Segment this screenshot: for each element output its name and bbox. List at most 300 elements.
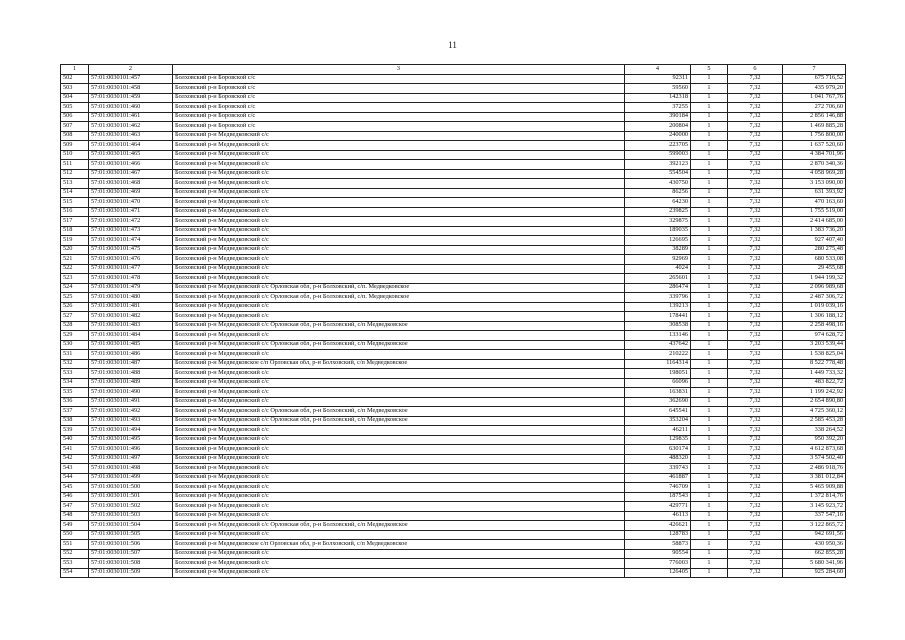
cadastral-number-cell: 57:01:0030101:495 — [89, 435, 173, 445]
area-cell: 1164314 — [625, 359, 691, 369]
rate-cell: 7,32 — [728, 74, 783, 84]
count-cell: 1 — [691, 359, 728, 369]
cadastral-value-cell: 2 654 890,80 — [783, 397, 846, 407]
cadastral-value-cell: 4 058 969,28 — [783, 169, 846, 179]
location-cell: Болховский р-н Медведковский с/с Орловская обл, р-н Болховский, с/п Медведковское — [173, 340, 625, 350]
cadastral-number-cell: 57:01:0030101:472 — [89, 217, 173, 227]
rate-cell: 7,32 — [728, 549, 783, 559]
area-cell: 139213 — [625, 302, 691, 312]
table-row — [61, 198, 846, 208]
row-number-cell: 552 — [61, 549, 89, 559]
location-cell: Болховский р-н Медведковский с/с — [173, 312, 625, 322]
rate-cell: 7,32 — [728, 416, 783, 426]
rate-cell: 7,32 — [728, 397, 783, 407]
area-cell: 66096 — [625, 378, 691, 388]
area-cell: 339796 — [625, 293, 691, 303]
count-cell: 1 — [691, 540, 728, 550]
row-number-cell: 538 — [61, 416, 89, 426]
row-number-cell: 534 — [61, 378, 89, 388]
cadastral-number-cell: 57:01:0030101:475 — [89, 245, 173, 255]
cadastral-number-cell: 57:01:0030101:485 — [89, 340, 173, 350]
location-cell: Болховский р-н Медведковский с/с — [173, 169, 625, 179]
count-cell: 1 — [691, 559, 728, 569]
cadastral-value-cell: 1 306 188,12 — [783, 312, 846, 322]
cadastral-value-cell: 337 547,16 — [783, 511, 846, 521]
column-header-4: 4 — [625, 65, 691, 75]
count-cell: 1 — [691, 426, 728, 436]
row-number-cell: 554 — [61, 568, 89, 578]
cadastral-number-cell: 57:01:0030101:471 — [89, 207, 173, 217]
row-number-cell: 502 — [61, 74, 89, 84]
rate-cell: 7,32 — [728, 160, 783, 170]
cadastral-number-cell: 57:01:0030101:497 — [89, 454, 173, 464]
count-cell: 1 — [691, 483, 728, 493]
area-cell: 240000 — [625, 131, 691, 141]
rate-cell: 7,32 — [728, 236, 783, 246]
cadastral-number-cell: 57:01:0030101:488 — [89, 369, 173, 379]
table-row — [61, 331, 846, 341]
cadastral-number-cell: 57:01:0030101:491 — [89, 397, 173, 407]
table-row — [61, 511, 846, 521]
row-number-cell: 511 — [61, 160, 89, 170]
cadastral-value-cell: 1 199 242,92 — [783, 388, 846, 398]
cadastral-value-cell: 1 449 733,32 — [783, 369, 846, 379]
rate-cell: 7,32 — [728, 378, 783, 388]
cadastral-value-cell: 2 486 918,76 — [783, 464, 846, 474]
row-number-cell: 548 — [61, 511, 89, 521]
cadastral-number-cell: 57:01:0030101:466 — [89, 160, 173, 170]
location-cell: Болховский р-н Боровской с/с — [173, 84, 625, 94]
count-cell: 1 — [691, 445, 728, 455]
row-number-cell: 539 — [61, 426, 89, 436]
location-cell: Болховский р-н Медведковский с/с — [173, 331, 625, 341]
rate-cell: 7,32 — [728, 350, 783, 360]
cadastral-value-cell: 280 275,48 — [783, 245, 846, 255]
table-row — [61, 483, 846, 493]
row-number-cell: 523 — [61, 274, 89, 284]
rate-cell: 7,32 — [728, 568, 783, 578]
count-cell: 1 — [691, 217, 728, 227]
row-number-cell: 533 — [61, 369, 89, 379]
cadastral-number-cell: 57:01:0030101:487 — [89, 359, 173, 369]
cadastral-value-cell: 338 264,52 — [783, 426, 846, 436]
count-cell: 1 — [691, 112, 728, 122]
cadastral-number-cell: 57:01:0030101:508 — [89, 559, 173, 569]
location-cell: Болховский р-н Медведковский с/с — [173, 568, 625, 578]
table-row — [61, 236, 846, 246]
count-cell: 1 — [691, 283, 728, 293]
location-cell: Болховский р-н Медведковский с/с — [173, 559, 625, 569]
count-cell: 1 — [691, 122, 728, 132]
location-cell: Болховский р-н Боровской с/с — [173, 74, 625, 84]
row-number-cell: 503 — [61, 84, 89, 94]
cadastral-number-cell: 57:01:0030101:507 — [89, 549, 173, 559]
area-cell: 189035 — [625, 226, 691, 236]
cadastral-value-cell: 680 533,08 — [783, 255, 846, 265]
table-row — [61, 445, 846, 455]
row-number-cell: 543 — [61, 464, 89, 474]
table-row — [61, 255, 846, 265]
row-number-cell: 514 — [61, 188, 89, 198]
row-number-cell: 526 — [61, 302, 89, 312]
count-cell: 1 — [691, 150, 728, 160]
count-cell: 1 — [691, 245, 728, 255]
area-cell: 90554 — [625, 549, 691, 559]
row-number-cell: 517 — [61, 217, 89, 227]
row-number-cell: 508 — [61, 131, 89, 141]
count-cell: 1 — [691, 226, 728, 236]
rate-cell: 7,32 — [728, 131, 783, 141]
cadastral-number-cell: 57:01:0030101:478 — [89, 274, 173, 284]
location-cell: Болховский р-н Медведковский с/с Орловская обл, р-н Болховский, с/п Медведковское — [173, 416, 625, 426]
cadastral-number-cell: 57:01:0030101:470 — [89, 198, 173, 208]
location-cell: Болховский р-н Медведковский с/с — [173, 530, 625, 540]
row-number-cell: 540 — [61, 435, 89, 445]
cadastral-number-cell: 57:01:0030101:501 — [89, 492, 173, 502]
area-cell: 461887 — [625, 473, 691, 483]
cadastral-number-cell: 57:01:0030101:473 — [89, 226, 173, 236]
cadastral-number-cell: 57:01:0030101:468 — [89, 179, 173, 189]
rate-cell: 7,32 — [728, 407, 783, 417]
table-row — [61, 103, 846, 113]
location-cell: Болховский р-н Медведковский с/с — [173, 435, 625, 445]
location-cell: Болховский р-н Медведковский с/с — [173, 464, 625, 474]
area-cell: 630174 — [625, 445, 691, 455]
location-cell: Болховский р-н Медведковский с/с — [173, 378, 625, 388]
table-header-row — [61, 65, 846, 75]
count-cell: 1 — [691, 521, 728, 531]
table-row — [61, 426, 846, 436]
table-row — [61, 321, 846, 331]
area-cell: 187543 — [625, 492, 691, 502]
location-cell: Болховский р-н Медведковский с/с — [173, 179, 625, 189]
rate-cell: 7,32 — [728, 217, 783, 227]
location-cell: Болховский р-н Медведковский с/с — [173, 217, 625, 227]
rate-cell: 7,32 — [728, 530, 783, 540]
table-row — [61, 293, 846, 303]
rate-cell: 7,32 — [728, 388, 783, 398]
location-cell: Болховский р-н Боровской с/с — [173, 112, 625, 122]
row-number-cell: 510 — [61, 150, 89, 160]
rate-cell: 7,32 — [728, 445, 783, 455]
cadastral-value-cell: 2 487 306,72 — [783, 293, 846, 303]
cadastral-value-cell: 8 522 778,48 — [783, 359, 846, 369]
row-number-cell: 535 — [61, 388, 89, 398]
area-cell: 645541 — [625, 407, 691, 417]
location-cell: Болховский р-н Медведковский с/с Орловская обл, р-н Болховский, с/п Медведковское — [173, 521, 625, 531]
table-row — [61, 207, 846, 217]
location-cell: Болховский р-н Медведковский с/с — [173, 141, 625, 151]
cadastral-value-cell: 927 407,40 — [783, 236, 846, 246]
column-header-2: 2 — [89, 65, 173, 75]
count-cell: 1 — [691, 131, 728, 141]
count-cell: 1 — [691, 236, 728, 246]
count-cell: 1 — [691, 274, 728, 284]
cadastral-value-cell: 4 384 701,96 — [783, 150, 846, 160]
row-number-cell: 520 — [61, 245, 89, 255]
rate-cell: 7,32 — [728, 511, 783, 521]
rate-cell: 7,32 — [728, 464, 783, 474]
rate-cell: 7,32 — [728, 264, 783, 274]
area-cell: 437642 — [625, 340, 691, 350]
cadastral-number-cell: 57:01:0030101:458 — [89, 84, 173, 94]
row-number-cell: 530 — [61, 340, 89, 350]
rate-cell: 7,32 — [728, 207, 783, 217]
table-row — [61, 340, 846, 350]
location-cell: Болховский р-н Медведковский с/с — [173, 350, 625, 360]
area-cell: 37255 — [625, 103, 691, 113]
count-cell: 1 — [691, 179, 728, 189]
cadastral-number-cell: 57:01:0030101:503 — [89, 511, 173, 521]
cadastral-value-cell: 1 469 885,28 — [783, 122, 846, 132]
cadastral-number-cell: 57:01:0030101:502 — [89, 502, 173, 512]
area-cell: 86256 — [625, 188, 691, 198]
rate-cell: 7,32 — [728, 283, 783, 293]
area-cell: 746709 — [625, 483, 691, 493]
location-cell: Болховский р-н Медведковский с/с — [173, 226, 625, 236]
table-row — [61, 521, 846, 531]
location-cell: Болховский р-н Медведковский с/с — [173, 274, 625, 284]
rate-cell: 7,32 — [728, 302, 783, 312]
location-cell: Болховский р-н Медведковский с/с — [173, 302, 625, 312]
count-cell: 1 — [691, 568, 728, 578]
cadastral-value-cell: 2 856 146,88 — [783, 112, 846, 122]
rate-cell: 7,32 — [728, 84, 783, 94]
table-row — [61, 464, 846, 474]
rate-cell: 7,32 — [728, 293, 783, 303]
cadastral-value-cell: 675 716,52 — [783, 74, 846, 84]
row-number-cell: 512 — [61, 169, 89, 179]
cadastral-value-cell: 1 944 199,32 — [783, 274, 846, 284]
rate-cell: 7,32 — [728, 492, 783, 502]
cadastral-value-cell: 2 585 453,28 — [783, 416, 846, 426]
count-cell: 1 — [691, 207, 728, 217]
area-cell: 329875 — [625, 217, 691, 227]
location-cell: Болховский р-н Медведковский с/с — [173, 388, 625, 398]
cadastral-number-cell: 57:01:0030101:463 — [89, 131, 173, 141]
count-cell: 1 — [691, 141, 728, 151]
row-number-cell: 529 — [61, 331, 89, 341]
table-row — [61, 226, 846, 236]
rate-cell: 7,32 — [728, 340, 783, 350]
area-cell: 430750 — [625, 179, 691, 189]
cadastral-value-cell: 3 574 502,40 — [783, 454, 846, 464]
rate-cell: 7,32 — [728, 122, 783, 132]
rate-cell: 7,32 — [728, 369, 783, 379]
count-cell: 1 — [691, 340, 728, 350]
location-cell: Болховский р-н Медведковский с/с — [173, 236, 625, 246]
area-cell: 390184 — [625, 112, 691, 122]
cadastral-number-cell: 57:01:0030101:496 — [89, 445, 173, 455]
area-cell: 488320 — [625, 454, 691, 464]
location-cell: Болховский р-н Медведковский с/с — [173, 492, 625, 502]
row-number-cell: 549 — [61, 521, 89, 531]
area-cell: 142318 — [625, 93, 691, 103]
area-cell: 4024 — [625, 264, 691, 274]
location-cell: Болховский р-н Медведковский с/с — [173, 264, 625, 274]
count-cell: 1 — [691, 369, 728, 379]
table-row — [61, 217, 846, 227]
location-cell: Болховский р-н Боровской с/с — [173, 93, 625, 103]
cadastral-number-cell: 57:01:0030101:462 — [89, 122, 173, 132]
rate-cell: 7,32 — [728, 483, 783, 493]
location-cell: Болховский р-н Медведковский с/с — [173, 198, 625, 208]
count-cell: 1 — [691, 74, 728, 84]
location-cell: Болховский р-н Боровской с/с — [173, 103, 625, 113]
table-row — [61, 160, 846, 170]
location-cell: Болховский р-н Медведковский с/с — [173, 426, 625, 436]
table-row — [61, 350, 846, 360]
rate-cell: 7,32 — [728, 435, 783, 445]
cadastral-number-cell: 57:01:0030101:481 — [89, 302, 173, 312]
cadastral-number-cell: 57:01:0030101:474 — [89, 236, 173, 246]
cadastral-number-cell: 57:01:0030101:499 — [89, 473, 173, 483]
location-cell: Болховский р-н Медведковский с/с Орловская обл, р-н Болховский, с/п. Медведковское — [173, 293, 625, 303]
rate-cell: 7,32 — [728, 198, 783, 208]
row-number-cell: 544 — [61, 473, 89, 483]
location-cell: Болховский р-н Медведковский с/с — [173, 255, 625, 265]
rate-cell: 7,32 — [728, 454, 783, 464]
cadastral-number-cell: 57:01:0030101:486 — [89, 350, 173, 360]
table-row — [61, 84, 846, 94]
area-cell: 554504 — [625, 169, 691, 179]
count-cell: 1 — [691, 407, 728, 417]
area-cell: 308538 — [625, 321, 691, 331]
cadastral-value-cell: 1 756 800,00 — [783, 131, 846, 141]
row-number-cell: 550 — [61, 530, 89, 540]
count-cell: 1 — [691, 388, 728, 398]
area-cell: 429771 — [625, 502, 691, 512]
table-row — [61, 369, 846, 379]
count-cell: 1 — [691, 464, 728, 474]
area-cell: 126695 — [625, 236, 691, 246]
row-number-cell: 545 — [61, 483, 89, 493]
column-header-1: 1 — [61, 65, 89, 75]
cadastral-number-cell: 57:01:0030101:461 — [89, 112, 173, 122]
rate-cell: 7,32 — [728, 150, 783, 160]
count-cell: 1 — [691, 331, 728, 341]
location-cell: Болховский р-н Медведковский с/с — [173, 511, 625, 521]
cadastral-number-cell: 57:01:0030101:484 — [89, 331, 173, 341]
row-number-cell: 553 — [61, 559, 89, 569]
cadastral-value-cell: 950 392,20 — [783, 435, 846, 445]
location-cell: Болховский р-н Медведковский с/с — [173, 245, 625, 255]
count-cell: 1 — [691, 530, 728, 540]
cadastral-value-cell: 4 725 360,12 — [783, 407, 846, 417]
cadastral-number-cell: 57:01:0030101:494 — [89, 426, 173, 436]
cadastral-value-cell: 3 122 865,72 — [783, 521, 846, 531]
count-cell: 1 — [691, 302, 728, 312]
table-row — [61, 435, 846, 445]
location-cell: Болховский р-н Медведковский с/с — [173, 207, 625, 217]
row-number-cell: 506 — [61, 112, 89, 122]
cadastral-number-cell: 57:01:0030101:465 — [89, 150, 173, 160]
land-parcels-table — [60, 64, 846, 578]
count-cell: 1 — [691, 416, 728, 426]
row-number-cell: 518 — [61, 226, 89, 236]
count-cell: 1 — [691, 454, 728, 464]
cadastral-number-cell: 57:01:0030101:480 — [89, 293, 173, 303]
count-cell: 1 — [691, 312, 728, 322]
cadastral-value-cell: 29 455,68 — [783, 264, 846, 274]
cadastral-number-cell: 57:01:0030101:469 — [89, 188, 173, 198]
rate-cell: 7,32 — [728, 502, 783, 512]
area-cell: 92311 — [625, 74, 691, 84]
cadastral-value-cell: 2 258 498,16 — [783, 321, 846, 331]
table-row — [61, 264, 846, 274]
table-row — [61, 131, 846, 141]
area-cell: 59560 — [625, 84, 691, 94]
cadastral-number-cell: 57:01:0030101:509 — [89, 568, 173, 578]
count-cell: 1 — [691, 502, 728, 512]
area-cell: 178441 — [625, 312, 691, 322]
location-cell: Болховский р-н Медведковский с/с Орловская обл, р-н Болховский, с/п Медведковское — [173, 321, 625, 331]
count-cell: 1 — [691, 492, 728, 502]
location-cell: Болховский р-н Медведковский с/с — [173, 369, 625, 379]
location-cell: Болховский р-н Медведковский с/с — [173, 150, 625, 160]
row-number-cell: 509 — [61, 141, 89, 151]
rate-cell: 7,32 — [728, 274, 783, 284]
area-cell: 64230 — [625, 198, 691, 208]
table-row — [61, 378, 846, 388]
area-cell: 239825 — [625, 207, 691, 217]
cadastral-number-cell: 57:01:0030101:460 — [89, 103, 173, 113]
table-row — [61, 74, 846, 84]
row-number-cell: 527 — [61, 312, 89, 322]
cadastral-value-cell: 5 465 909,88 — [783, 483, 846, 493]
page-number: 11 — [448, 40, 457, 50]
row-number-cell: 521 — [61, 255, 89, 265]
table-row — [61, 179, 846, 189]
column-header-5: 5 — [691, 65, 728, 75]
area-cell: 58873 — [625, 540, 691, 550]
location-cell: Болховский р-н Медведковский с/с — [173, 549, 625, 559]
cadastral-number-cell: 57:01:0030101:493 — [89, 416, 173, 426]
count-cell: 1 — [691, 549, 728, 559]
cadastral-number-cell: 57:01:0030101:459 — [89, 93, 173, 103]
cadastral-number-cell: 57:01:0030101:505 — [89, 530, 173, 540]
row-number-cell: 551 — [61, 540, 89, 550]
location-cell: Болховский р-н Медведковский с/с — [173, 483, 625, 493]
rate-cell: 7,32 — [728, 226, 783, 236]
area-cell: 126405 — [625, 568, 691, 578]
column-header-3: 3 — [173, 65, 625, 75]
cadastral-value-cell: 272 706,60 — [783, 103, 846, 113]
rate-cell: 7,32 — [728, 255, 783, 265]
location-cell: Болховский р-н Медведковский с/с — [173, 188, 625, 198]
count-cell: 1 — [691, 293, 728, 303]
table-row — [61, 388, 846, 398]
count-cell: 1 — [691, 255, 728, 265]
table-row — [61, 312, 846, 322]
cadastral-number-cell: 57:01:0030101:498 — [89, 464, 173, 474]
count-cell: 1 — [691, 350, 728, 360]
cadastral-value-cell: 1 755 519,00 — [783, 207, 846, 217]
cadastral-value-cell: 942 691,56 — [783, 530, 846, 540]
row-number-cell: 513 — [61, 179, 89, 189]
location-cell: Болховский р-н Медведковский с/с — [173, 502, 625, 512]
table-row — [61, 141, 846, 151]
rate-cell: 7,32 — [728, 93, 783, 103]
table-row — [61, 397, 846, 407]
rate-cell: 7,32 — [728, 540, 783, 550]
table-row — [61, 473, 846, 483]
location-cell: Болховский р-н Медведковское с/п Орловская обл, р-н Болховский, с/п Медведковское — [173, 359, 625, 369]
row-number-cell: 516 — [61, 207, 89, 217]
area-cell: 353204 — [625, 416, 691, 426]
cadastral-number-cell: 57:01:0030101:492 — [89, 407, 173, 417]
count-cell: 1 — [691, 321, 728, 331]
